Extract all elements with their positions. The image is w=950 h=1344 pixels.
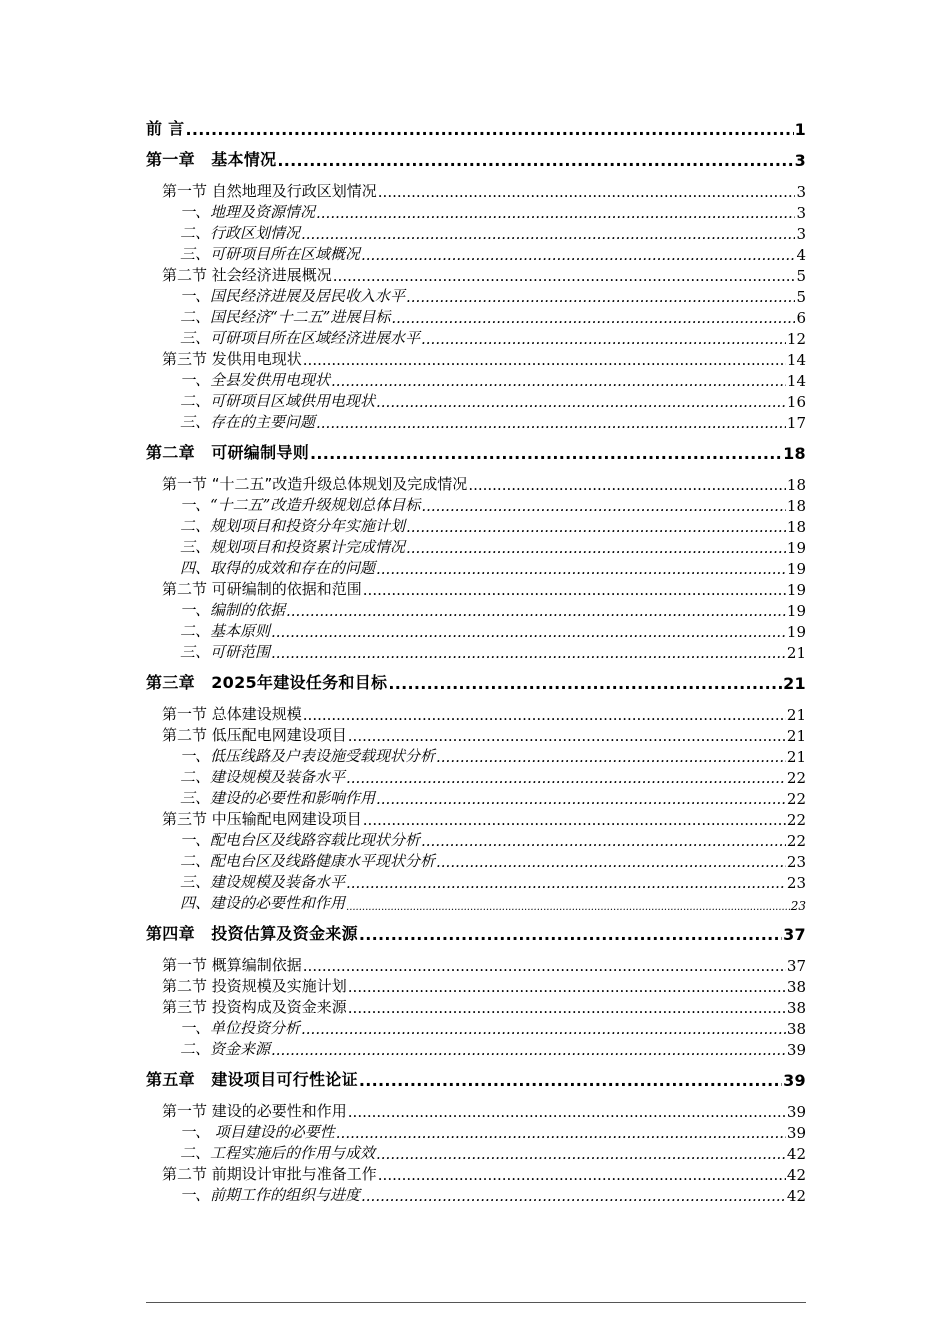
toc-subsection-entry[interactable] (146, 327, 806, 348)
toc-subsection-entry[interactable] (146, 850, 806, 871)
toc-entry-label: 第一节 自然地理及行政区划情况 (162, 182, 377, 200)
toc-page-number: 39 (783, 1071, 806, 1090)
toc-entry-label: 三、可研范围 (180, 643, 271, 661)
toc-subsection-entry[interactable] (146, 515, 806, 536)
toc-entry-label: 第一节 总体建设规模 (162, 705, 302, 723)
toc-section-entry[interactable] (146, 180, 806, 201)
toc-dot-leader (346, 769, 786, 787)
toc-entry-label: 三、建设规模及装备水平 (180, 873, 346, 891)
toc-dot-leader (286, 602, 786, 620)
toc-entry-label: 一、“十二五”改造升级规划总体目标 (180, 496, 421, 514)
toc-subsection-entry[interactable] (146, 411, 806, 432)
toc-entry-label: 第四章 投资估算及资金来源 (146, 924, 358, 943)
toc-entry-label: 第三章 2025年建设任务和目标 (146, 673, 388, 692)
toc-page-number: 6 (796, 309, 806, 327)
toc-section-entry[interactable] (146, 473, 806, 494)
toc-page-number: 23 (786, 874, 806, 892)
toc-subsection-entry[interactable] (146, 201, 806, 222)
toc-dot-leader (359, 1071, 782, 1090)
toc-page-number: 12 (786, 330, 806, 348)
toc-entry-label: 三、规划项目和投资累计完成情况 (180, 538, 406, 556)
toc-dot-leader (363, 581, 786, 599)
toc-entry-label: 第二节 前期设计审批与准备工作 (162, 1165, 377, 1183)
toc-page-number: 22 (786, 811, 806, 829)
toc-subsection-entry[interactable] (146, 1017, 806, 1038)
toc-dot-leader (436, 853, 786, 871)
toc-entry-label: 二、资金来源 (180, 1040, 271, 1058)
toc-subsection-entry[interactable] (146, 766, 806, 787)
toc-page-number: 42 (786, 1187, 806, 1205)
toc-dot-leader (331, 372, 786, 390)
toc-subsection-entry[interactable] (146, 222, 806, 243)
toc-entry-label: 一、单位投资分析 (180, 1019, 301, 1037)
toc-dot-leader (348, 999, 786, 1017)
toc-entry-label: 二、规划项目和投资分年实施计划 (180, 517, 406, 535)
toc-dot-leader (303, 706, 786, 724)
toc-dot-leader (271, 623, 786, 641)
toc-section-entry[interactable] (146, 1163, 806, 1184)
toc-entry-label: 一、前期工作的组织与进度 (180, 1186, 361, 1204)
toc-dot-leader (303, 957, 786, 975)
toc-entry-label: 第二节 投资规模及实施计划 (162, 977, 347, 995)
toc-dot-leader (376, 560, 786, 578)
toc-chapter-entry[interactable] (146, 118, 806, 139)
toc-dot-leader (316, 414, 786, 432)
toc-section-entry[interactable] (146, 954, 806, 975)
toc-dot-leader (378, 183, 796, 201)
toc-dot-leader (406, 539, 786, 557)
toc-entry-label: 四、取得的成效和存在的问题 (180, 559, 376, 577)
toc-dot-leader (303, 351, 786, 369)
toc-entry-label: 第二节 社会经济进展概况 (162, 266, 332, 284)
toc-entry-label: 一、低压线路及户表设施受载现状分析 (180, 747, 436, 765)
toc-entry-label: 三、可研项目所在区域经济进展水平 (180, 329, 421, 347)
toc-subsection-entry[interactable] (146, 369, 806, 390)
toc-dot-leader (336, 1124, 786, 1142)
toc-subsection-entry[interactable] (146, 390, 806, 411)
toc-page-number: 21 (786, 644, 806, 662)
toc-section-entry[interactable] (146, 724, 806, 745)
toc-page-number: 38 (786, 1020, 806, 1038)
toc-page-number: 3 (796, 204, 806, 222)
toc-page-number: 21 (786, 706, 806, 724)
toc-dot-leader (346, 874, 786, 892)
toc-dot-leader (301, 1020, 786, 1038)
toc-page-number: 42 (786, 1166, 806, 1184)
toc-entry-label: 第一节 概算编制依据 (162, 956, 302, 974)
toc-dot-leader (346, 902, 790, 913)
toc-entry-label: 第二章 可研编制导则 (146, 443, 310, 462)
toc-page-number: 37 (786, 957, 806, 975)
toc-page-number: 14 (786, 351, 806, 369)
toc-entry-label: 一、编制的依据 (180, 601, 286, 619)
toc-page-number: 22 (786, 769, 806, 787)
toc-dot-leader (277, 151, 793, 170)
toc-dot-leader (348, 978, 786, 996)
toc-section-entry[interactable] (146, 703, 806, 724)
toc-entry-label: 第三节 中压输配电网建设项目 (162, 810, 362, 828)
toc-entry-label: 第一章 基本情况 (146, 150, 277, 169)
toc-dot-leader (406, 288, 795, 306)
toc-entry-label: 一、国民经济进展及居民收入水平 (180, 287, 406, 305)
toc-entry-label: 二、可研项目区域供用电现状 (180, 392, 376, 410)
toc-subsection-entry[interactable] (146, 1038, 806, 1059)
toc-entry-label: 三、建设的必要性和影响作用 (180, 789, 376, 807)
toc-page-number: 21 (786, 727, 806, 745)
toc-subsection-entry[interactable] (146, 641, 806, 662)
toc-dot-leader (421, 832, 786, 850)
toc-entry-label: 二、基本原则 (180, 622, 271, 640)
toc-subsection-entry[interactable] (146, 829, 806, 850)
toc-dot-leader (421, 497, 786, 515)
toc-entry-label: 三、可研项目所在区域概况 (180, 245, 361, 263)
toc-page-number: 37 (783, 925, 806, 944)
toc-dot-leader (391, 309, 795, 327)
toc-section-entry[interactable] (146, 578, 806, 599)
toc-entry-label: 一、全县发供用电现状 (180, 371, 331, 389)
toc-subsection-entry[interactable] (146, 285, 806, 306)
toc-entry-label: 一、配电台区及线路容载比现状分析 (180, 831, 421, 849)
toc-dot-leader (376, 790, 786, 808)
toc-chapter-entry[interactable] (146, 442, 806, 463)
toc-entry-label: 一、地理及资源情况 (180, 203, 316, 221)
toc-dot-leader (333, 267, 796, 285)
toc-dot-leader (348, 1103, 786, 1121)
toc-subsection-entry[interactable] (146, 557, 806, 578)
toc-dot-leader (348, 727, 786, 745)
toc-entry-label: 二、国民经济“十二五”进展目标 (180, 308, 391, 326)
toc-page-number: 18 (783, 444, 806, 463)
toc-subsection-entry[interactable] (146, 787, 806, 808)
footer-divider (146, 1302, 806, 1303)
toc-entry-label: 二、行政区划情况 (180, 224, 301, 242)
toc-dot-leader (376, 393, 786, 411)
toc-subsection-entry[interactable] (146, 1121, 806, 1142)
toc-subsection-entry[interactable] (146, 1184, 806, 1205)
table-of-contents (146, 118, 806, 1205)
toc-page-number: 17 (786, 414, 806, 432)
toc-dot-leader (406, 518, 786, 536)
toc-subsection-entry[interactable] (146, 871, 806, 892)
toc-section-entry[interactable] (146, 348, 806, 369)
toc-page-number: 19 (786, 560, 806, 578)
toc-page-number: 39 (786, 1103, 806, 1121)
toc-entry-label: 第三节 投资构成及资金来源 (162, 998, 347, 1016)
toc-page-number: 23 (786, 853, 806, 871)
toc-entry-label: 第一节 “十二五”改造升级总体规划及完成情况 (162, 475, 468, 493)
toc-subsection-entry[interactable] (146, 599, 806, 620)
toc-section-entry[interactable] (146, 808, 806, 829)
toc-dot-leader (310, 444, 782, 463)
toc-page-number: 19 (786, 623, 806, 641)
toc-page-number: 3 (796, 183, 806, 201)
toc-chapter-entry[interactable] (146, 1069, 806, 1090)
toc-subsection-entry[interactable] (146, 243, 806, 264)
toc-page-number: 14 (786, 372, 806, 390)
toc-section-entry[interactable] (146, 996, 806, 1017)
toc-entry-label: 三、存在的主要问题 (180, 413, 316, 431)
toc-page-number: 4 (796, 246, 806, 264)
toc-page-number: 21 (786, 748, 806, 766)
toc-page-number: 38 (786, 999, 806, 1017)
toc-entry-label: 第二节 低压配电网建设项目 (162, 726, 347, 744)
toc-dot-leader (376, 1145, 786, 1163)
toc-page-number: 18 (786, 476, 806, 494)
toc-dot-leader (185, 120, 793, 139)
toc-subsection-entry[interactable] (146, 494, 806, 515)
toc-dot-leader (363, 811, 786, 829)
toc-dot-leader (468, 476, 786, 494)
toc-page-number: 5 (796, 288, 806, 306)
toc-subsection-entry[interactable] (146, 745, 806, 766)
toc-section-entry[interactable] (146, 975, 806, 996)
toc-entry-label: 四、建设的必要性和作用 (180, 894, 346, 912)
toc-dot-leader (271, 1041, 786, 1059)
toc-page-number: 39 (786, 1041, 806, 1059)
toc-page-number: 19 (786, 602, 806, 620)
toc-page-number: 3 (796, 225, 806, 243)
toc-dot-leader (388, 674, 782, 693)
toc-dot-leader (359, 925, 782, 944)
toc-entry-label: 第三节 发供用电现状 (162, 350, 302, 368)
toc-page-number: 19 (786, 581, 806, 599)
toc-page-number: 18 (786, 518, 806, 536)
toc-page-number: 22 (786, 832, 806, 850)
toc-dot-leader (378, 1166, 786, 1184)
toc-subsection-entry[interactable] (146, 892, 806, 913)
toc-page-number: 21 (783, 674, 806, 693)
toc-entry-label: 第五章 建设项目可行性论证 (146, 1070, 358, 1089)
toc-subsection-entry[interactable] (146, 1142, 806, 1163)
toc-chapter-entry[interactable] (146, 672, 806, 693)
toc-dot-leader (361, 1187, 786, 1205)
toc-page-number: 1 (794, 120, 806, 139)
toc-page-number: 3 (794, 151, 806, 170)
toc-entry-label: 二、建设规模及装备水平 (180, 768, 346, 786)
toc-chapter-entry[interactable] (146, 923, 806, 944)
toc-page-number: 18 (786, 497, 806, 515)
toc-page-number: 39 (786, 1124, 806, 1142)
toc-entry-label: 前 言 (146, 119, 185, 138)
toc-dot-leader (421, 330, 786, 348)
toc-page-number: 23 (790, 899, 806, 913)
toc-page-number: 38 (786, 978, 806, 996)
toc-dot-leader (436, 748, 786, 766)
toc-dot-leader (316, 204, 795, 222)
toc-subsection-entry[interactable] (146, 306, 806, 327)
toc-section-entry[interactable] (146, 1100, 806, 1121)
toc-subsection-entry[interactable] (146, 620, 806, 641)
toc-entry-label: 第二节 可研编制的依据和范围 (162, 580, 362, 598)
toc-page-number: 22 (786, 790, 806, 808)
toc-page-number: 5 (796, 267, 806, 285)
toc-entry-label: 二、配电台区及线路健康水平现状分析 (180, 852, 436, 870)
toc-entry-label: 第一节 建设的必要性和作用 (162, 1102, 347, 1120)
toc-entry-label: 一、 项目建设的必要性 (180, 1123, 335, 1141)
toc-section-entry[interactable] (146, 264, 806, 285)
toc-chapter-entry[interactable] (146, 149, 806, 170)
toc-subsection-entry[interactable] (146, 536, 806, 557)
toc-page-number: 42 (786, 1145, 806, 1163)
toc-page-number: 19 (786, 539, 806, 557)
toc-entry-label: 二、工程实施后的作用与成效 (180, 1144, 376, 1162)
toc-page-number: 16 (786, 393, 806, 411)
toc-dot-leader (301, 225, 795, 243)
toc-dot-leader (361, 246, 795, 264)
toc-dot-leader (271, 644, 786, 662)
